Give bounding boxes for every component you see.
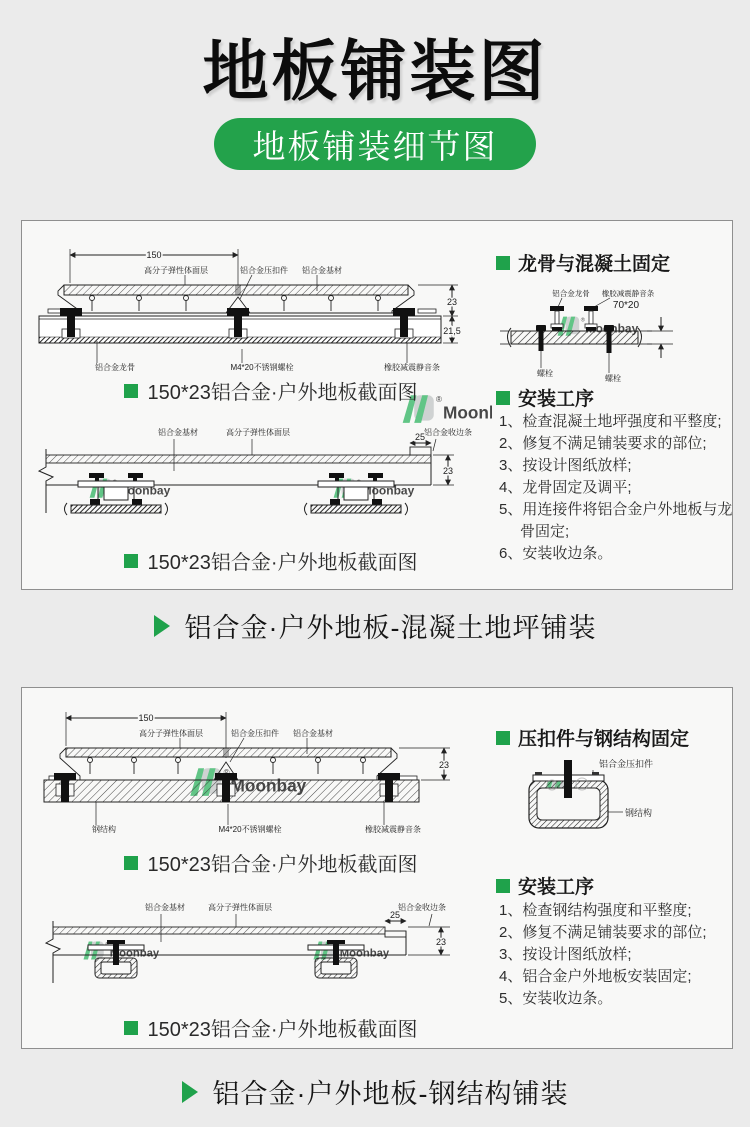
step-item: 1、检查混凝土地坪强度和平整度; bbox=[499, 413, 722, 430]
play-triangle-icon bbox=[182, 1081, 198, 1103]
deck-side-view-diagram bbox=[39, 427, 472, 515]
procedure-title: 安装工序 bbox=[518, 389, 595, 410]
bolt bbox=[564, 760, 572, 798]
label-rubber-strip: 橡胶减震静音条 bbox=[384, 363, 440, 372]
label-clip: 铝合金压扣件 bbox=[598, 759, 654, 769]
concrete-cross-section-drawings: ® Moonbay 150 高分子弹性体面层 铝合金压扣件 铝合金基材 23 21,5 铝合金龙骨 M4*20不锈钢螺栓 橡胶减震静音条 铝合金基材 高分子弹性体面层 铝合金收边条 25 23 bbox=[22, 221, 492, 573]
label-surface-layer: 高分子弹性体面层 bbox=[226, 428, 290, 437]
step-item: 1、检查钢结构强度和平整度; bbox=[499, 902, 692, 919]
label-bolt: M4*20不锈钢螺栓 bbox=[218, 825, 282, 834]
label-base-material: 铝合金基材 bbox=[158, 428, 198, 437]
caption-text: 150*23铝合金·户外地板截面图 bbox=[147, 552, 418, 574]
label-base-material: 铝合金基材 bbox=[293, 729, 333, 738]
step-item: 4、龙骨固定及调平; bbox=[499, 479, 632, 496]
label-bolt: M4*20不锈钢螺栓 bbox=[230, 363, 294, 372]
subtitle-banner: 地板铺装细节图 bbox=[214, 118, 536, 170]
step-item: 5、安装收边条。 bbox=[499, 990, 613, 1007]
procedure-header bbox=[496, 384, 594, 411]
caption-text: 150*23铝合金·户外地板截面图 bbox=[147, 1019, 418, 1041]
label-surface-layer: 高分子弹性体面层 bbox=[144, 266, 208, 275]
dim-70x20: 70*20 bbox=[612, 300, 640, 311]
panel-concrete-paving bbox=[21, 220, 733, 590]
label-clip: 铝合金压扣件 bbox=[240, 266, 288, 275]
label-base-material: 铝合金基材 bbox=[145, 903, 185, 912]
keel-concrete-fixing-diagram: ® Moonbay 铝合金龙骨 橡胶减震静音条 70*20 螺栓 螺栓 bbox=[492, 221, 732, 396]
thickness-dimension bbox=[647, 317, 673, 358]
label-surface-layer: 高分子弹性体面层 bbox=[208, 903, 272, 912]
step-item: 4、铝合金户外地板安装固定; bbox=[499, 968, 692, 985]
procedure-steps bbox=[499, 411, 735, 565]
section-title-text: 铝合金·户外地板-钢结构铺装 bbox=[212, 1079, 569, 1109]
section-title-steel bbox=[0, 1072, 750, 1111]
caption-diagram-top bbox=[36, 376, 506, 405]
label-edge-trim: 铝合金收边条 bbox=[398, 903, 446, 912]
step-item: 5、用连接件将铝合金户外地板与龙骨固定; bbox=[499, 501, 733, 540]
label-base-material: 铝合金基材 bbox=[302, 266, 342, 275]
section-title-concrete bbox=[0, 606, 750, 645]
caption-diagram-bottom bbox=[36, 546, 506, 575]
steel-cross-section-drawings: ® Moonbay 150 高分子弹性体面层 铝合金压扣件 铝合金基材 23 钢结构 M4*20不锈钢螺栓 橡胶减震静音条 铝合金基材 高分子弹性体面层 铝合金收边条 25 23 bbox=[22, 688, 492, 1040]
procedure-header bbox=[496, 872, 594, 899]
concrete-slab bbox=[500, 328, 652, 347]
section-title-text: 铝合金·户外地板-混凝土地坪铺装 bbox=[184, 613, 597, 643]
clip-steel-fixing-diagram: ® 铝合金压扣件 钢结构 bbox=[492, 688, 732, 863]
label-keel: 铝合金龙骨 bbox=[95, 363, 135, 372]
caption-text: 150*23铝合金·户外地板截面图 bbox=[147, 382, 418, 404]
dim-25: 25 bbox=[389, 910, 401, 920]
dim-23: 23 bbox=[438, 760, 450, 770]
step-item: 2、修复不满足铺装要求的部位; bbox=[499, 924, 707, 941]
step-item: 3、按设计图纸放样; bbox=[499, 457, 632, 474]
green-square-icon bbox=[124, 384, 138, 398]
step-item: 3、按设计图纸放样; bbox=[499, 946, 632, 963]
dim-25: 25 bbox=[414, 432, 426, 442]
fixing-title: 龙骨与混凝土固定 bbox=[518, 254, 671, 275]
play-triangle-icon bbox=[154, 615, 170, 637]
caption-diagram-top bbox=[36, 848, 506, 877]
green-square-icon bbox=[124, 554, 138, 568]
deck-on-steel-diagram bbox=[44, 712, 450, 834]
label-keel: 铝合金龙骨 bbox=[552, 289, 590, 298]
green-square-icon bbox=[124, 856, 138, 870]
green-square-icon bbox=[124, 1021, 138, 1035]
label-rubber-strip: 橡胶减震静音条 bbox=[601, 289, 655, 298]
green-square-icon bbox=[496, 879, 510, 893]
dim-23: 23 bbox=[435, 937, 447, 947]
caption-diagram-bottom bbox=[36, 1013, 506, 1042]
label-bolt: 螺栓 bbox=[605, 374, 621, 383]
dim-21-5: 21,5 bbox=[443, 326, 461, 336]
caption-text: 150*23铝合金·户外地板截面图 bbox=[147, 854, 418, 876]
label-bolt: 螺栓 bbox=[537, 369, 553, 378]
step-item: 2、修复不满足铺装要求的部位; bbox=[499, 435, 707, 452]
deck-on-tubes-diagram bbox=[46, 902, 450, 983]
dim-23: 23 bbox=[442, 466, 454, 476]
label-steel-structure: 钢结构 bbox=[625, 808, 653, 818]
label-clip: 铝合金压扣件 bbox=[231, 729, 279, 738]
label-rubber-strip: 橡胶减震静音条 bbox=[365, 825, 421, 834]
page-title: 地板铺装图 bbox=[202, 34, 548, 108]
green-square-icon bbox=[496, 391, 510, 405]
label-surface-layer: 高分子弹性体面层 bbox=[139, 729, 203, 738]
dim-23: 23 bbox=[446, 297, 458, 307]
label-steel-structure: 钢结构 bbox=[92, 825, 116, 834]
dim-150: 150 bbox=[138, 713, 154, 723]
dim-150: 150 bbox=[146, 250, 162, 260]
label-edge-trim: 铝合金收边条 bbox=[424, 428, 472, 437]
procedure-steps bbox=[499, 900, 735, 1010]
procedure-title: 安装工序 bbox=[518, 877, 595, 898]
fixing-title: 压扣件与钢结构固定 bbox=[518, 729, 690, 750]
height-dimension bbox=[399, 748, 450, 780]
panel-steel-paving bbox=[21, 687, 733, 1049]
step-item: 6、安装收边条。 bbox=[499, 545, 613, 562]
